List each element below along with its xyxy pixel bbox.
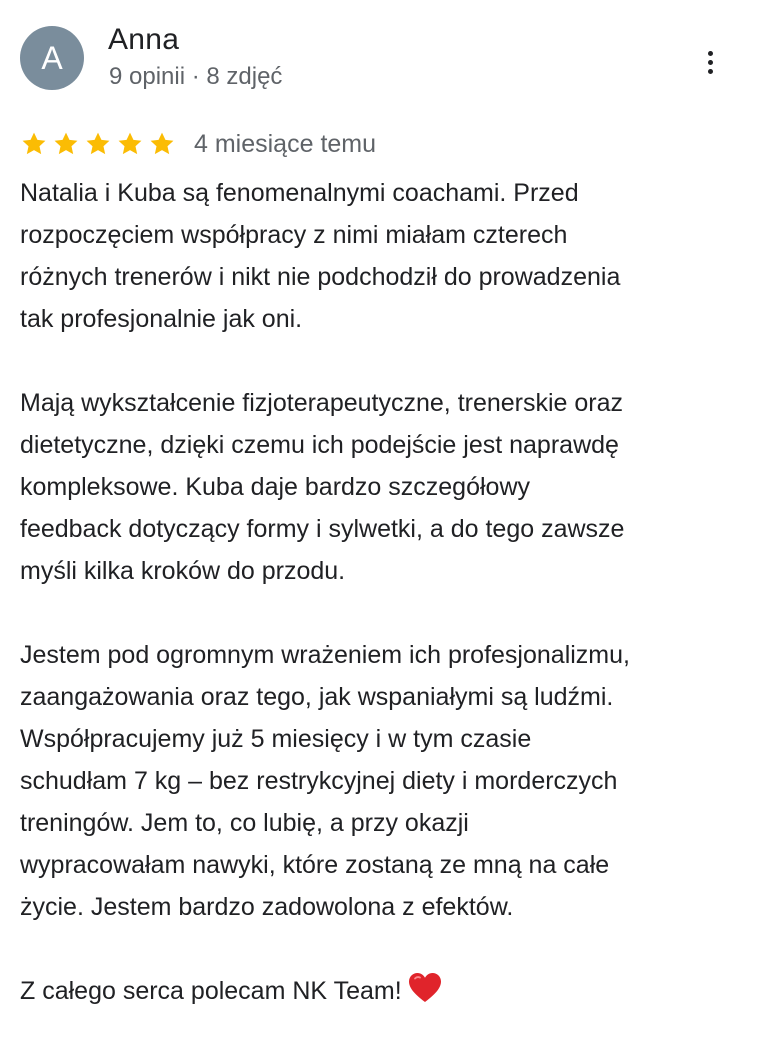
review-line: myśli kilka kroków do przodu. [20, 557, 346, 585]
review-line: wypracowałam nawyki, które zostaną ze mną na całe [20, 851, 610, 879]
star-icon [84, 130, 112, 158]
review-line: treningów. Jem to, co lubię, a przy okazji [20, 809, 469, 837]
reviewer-name[interactable]: Anna [108, 23, 180, 56]
star-icon [20, 130, 48, 158]
more-options-button[interactable] [690, 42, 730, 82]
review-paragraph [20, 382, 740, 592]
review-paragraph [20, 172, 740, 340]
review-line: schudłam 7 kg – bez restrykcyjnej diety i morderczych [20, 767, 618, 795]
star-icon [148, 130, 176, 158]
more-vert-icon-dot [708, 69, 713, 74]
star-icon [116, 130, 144, 158]
rating-row [20, 127, 376, 161]
review-line: Jestem pod ogromnym wrażeniem ich profesjonalizmu, [20, 641, 630, 669]
review-line: feedback dotyczący formy i sylwetki, a do tego zawsze [20, 515, 625, 543]
star-icon [52, 130, 80, 158]
review-line: Współpracujemy już 5 miesięcy i w tym czasie [20, 725, 532, 753]
avatar-initial: A [41, 40, 63, 76]
red-heart-icon [408, 972, 442, 1004]
review-line: Natalia i Kuba są fenomenalnymi coachami. Przed [20, 179, 579, 207]
review-line: tak profesjonalnie jak oni. [20, 305, 303, 333]
review-line: Mają wykształcenie fizjoterapeutyczne, trenerskie oraz [20, 389, 624, 417]
star-rating [20, 130, 176, 158]
review-paragraph [20, 634, 740, 928]
review-line: Z całego serca polecam NK Team! [20, 970, 740, 1012]
avatar[interactable] [20, 26, 84, 90]
review-line: zaangażowania oraz tego, jak wspaniałymi są ludźmi. [20, 683, 614, 711]
review-date: 4 miesiące temu [194, 130, 377, 158]
more-vert-icon [708, 51, 713, 56]
review-line: dietetyczne, dzięki czemu ich podejście jest naprawdę [20, 431, 619, 459]
review-line: różnych trenerów i nikt nie podchodził do prowadzenia [20, 263, 621, 291]
review-line: kompleksowe. Kuba daje bardzo szczegółowy [20, 473, 530, 501]
reviewer-meta: 9 opinii · 8 zdjęć [109, 63, 283, 90]
more-vert-icon-dot [708, 60, 713, 65]
review-paragraph [20, 970, 740, 1012]
review-line: życie. Jestem bardzo zadowolona z efektów. [20, 893, 514, 921]
review-line: rozpoczęciem współpracy z nimi miałam czterech [20, 221, 568, 249]
review-text [20, 172, 740, 1054]
